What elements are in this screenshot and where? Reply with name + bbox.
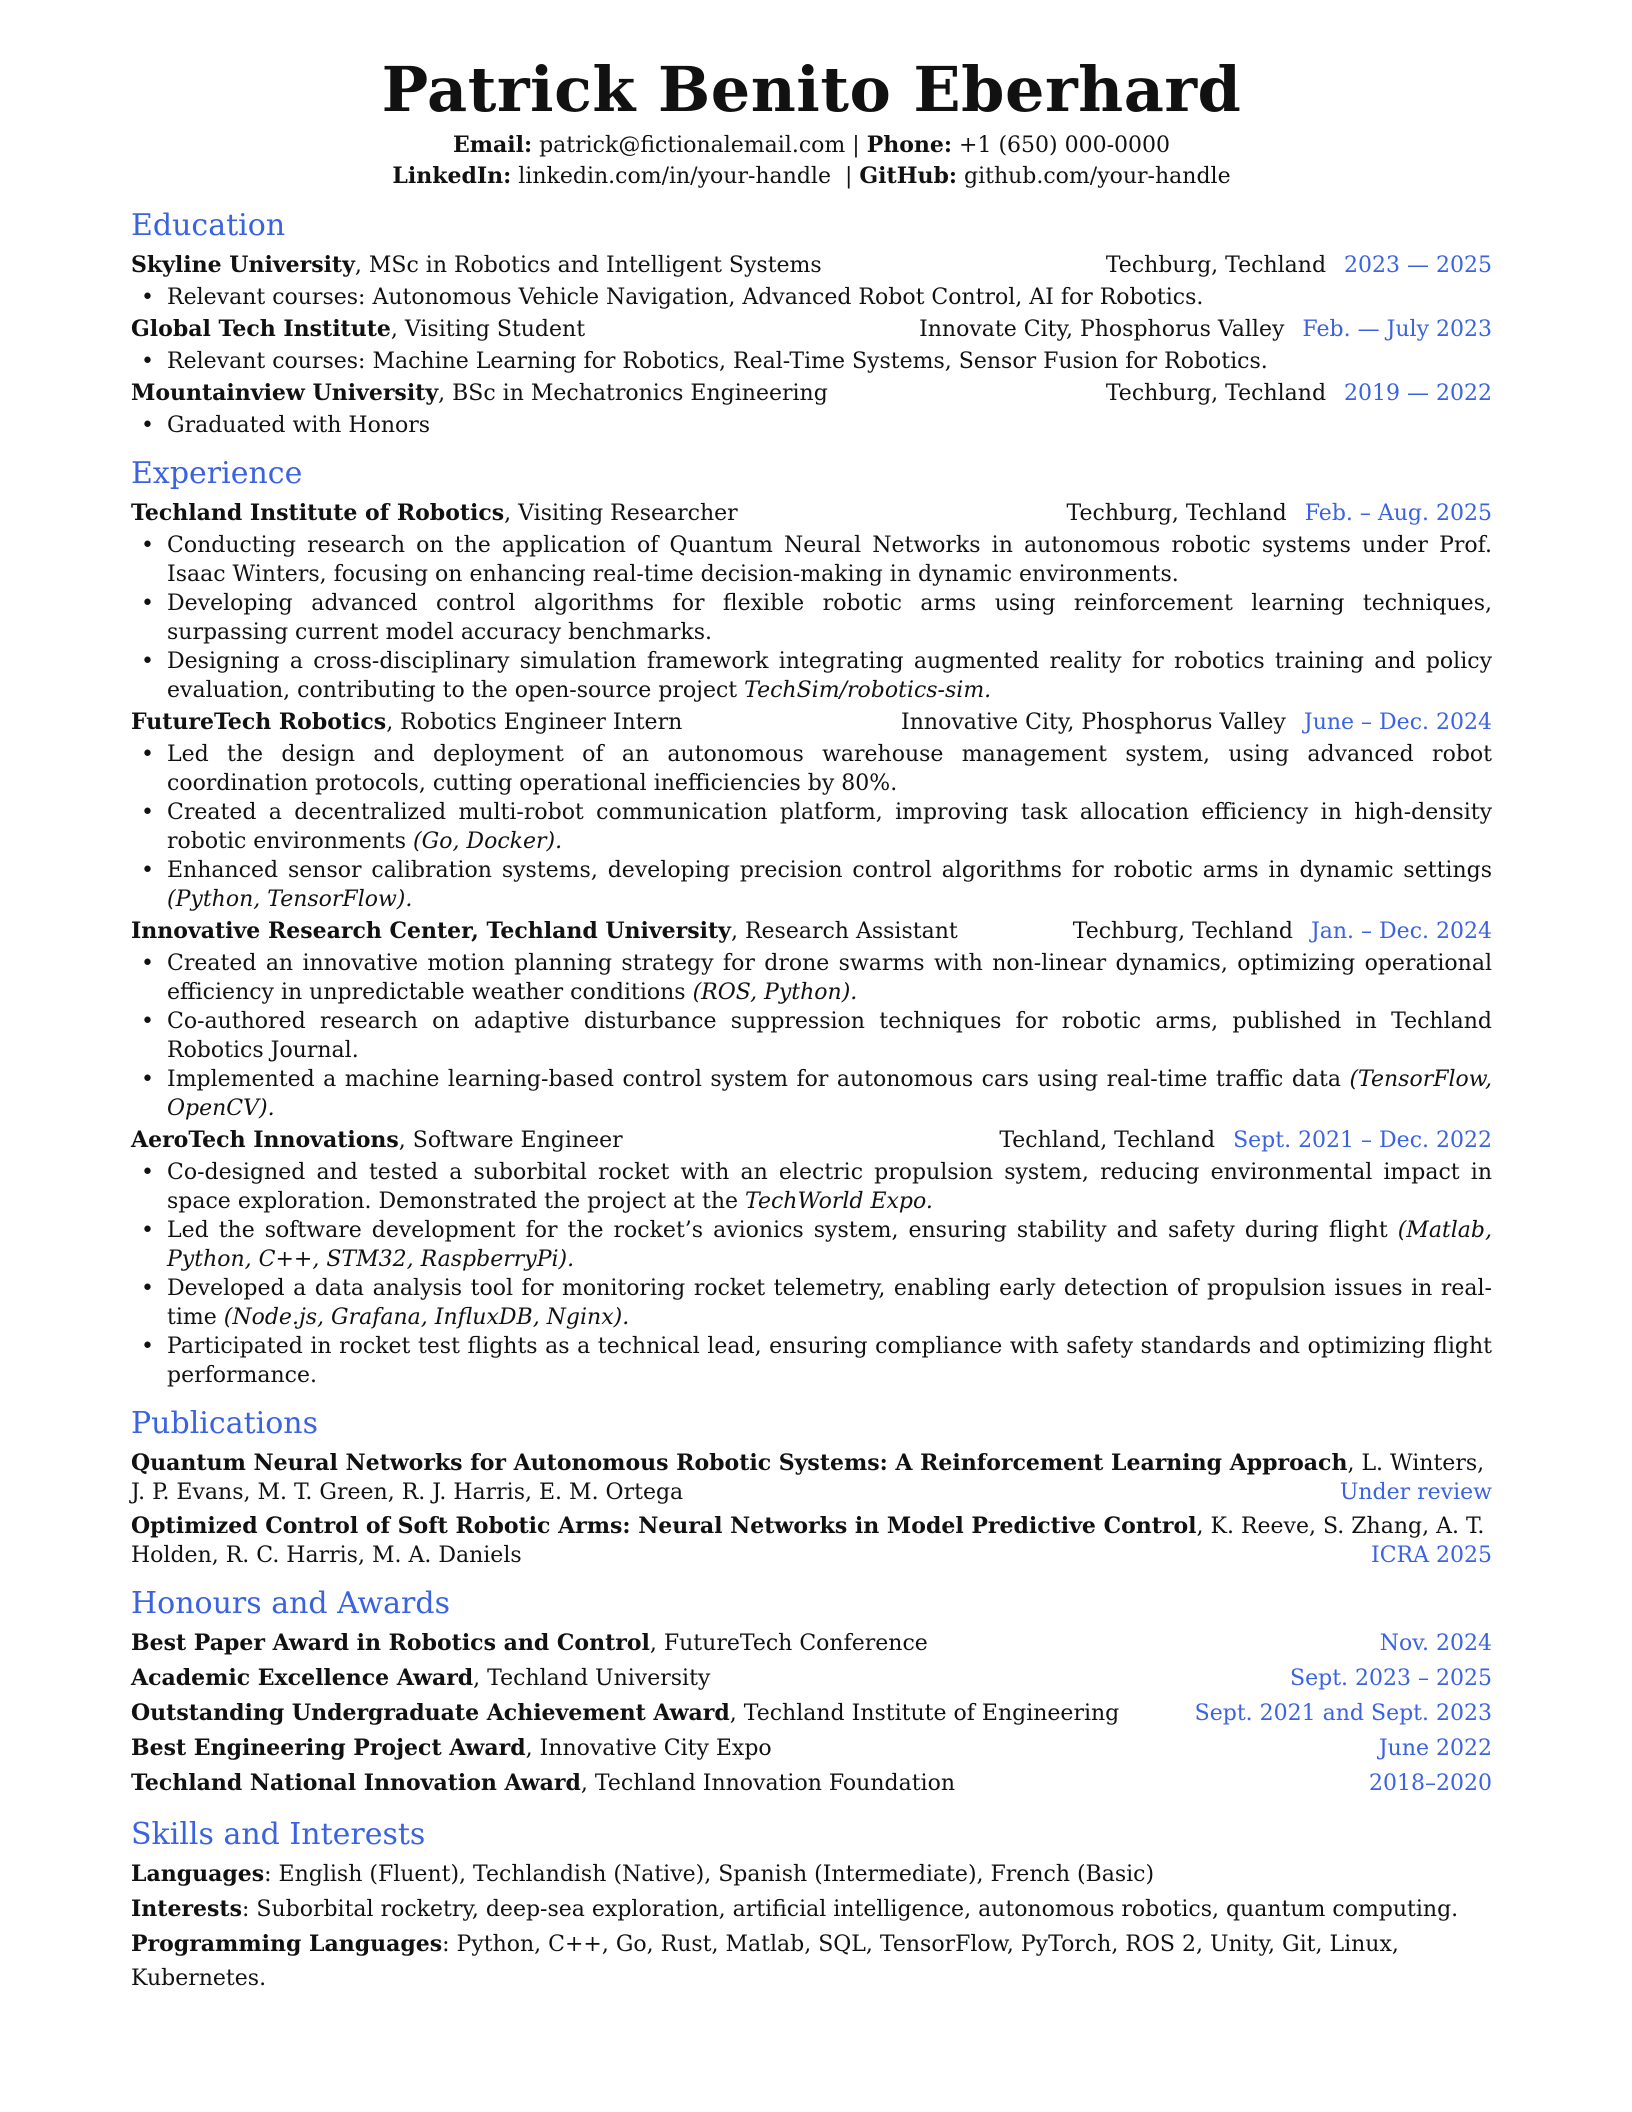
- entry-org: AeroTech Innovations: [131, 1127, 399, 1153]
- award-title: Outstanding Undergraduate Achievement Award: [131, 1700, 730, 1726]
- list-item: • Participated in rocket test flights as a technical lead, ensuring compliance with safety standards and optimizing flight performance.: [167, 1332, 1492, 1390]
- entry-location: Innovate City, Phosphorus Valley: [919, 317, 1285, 342]
- entry-role: , MSc in Robotics and Intelligent Systems: [354, 253, 822, 278]
- publication-authors: J. P. Evans, M. T. Green, R. J. Harris, E. M. Ortega: [131, 1480, 684, 1505]
- entry-role: , Software Engineer: [398, 1128, 623, 1153]
- entry-org: Global Tech Institute: [131, 316, 391, 342]
- education-entry: [131, 376, 1492, 440]
- list-item: • Relevant courses: Autonomous Vehicle Navigation, Advanced Robot Control, AI for Robotics.: [167, 283, 1492, 312]
- award-org: , Innovative City Expo: [525, 1736, 772, 1761]
- section-title-experience: Experience: [131, 456, 303, 491]
- experience-list: [131, 496, 1492, 1390]
- entry-org: FutureTech Robotics: [131, 709, 387, 735]
- github-link[interactable]: github.com/your-handle: [963, 164, 1231, 189]
- award-org: , FutureTech Conference: [649, 1631, 928, 1656]
- education-entry: [131, 312, 1492, 376]
- award-entry: [131, 1731, 1492, 1766]
- entry-date: Feb. — July 2023: [1302, 317, 1492, 342]
- contact-line-2: [131, 161, 1492, 192]
- publication-authors: , L. Winters,: [1347, 1451, 1485, 1476]
- entry-org: Mountainview University: [131, 380, 439, 406]
- publication-authors: , K. Reeve, S. Zhang, A. T.: [1196, 1514, 1485, 1539]
- list-item: • Co-authored research on adaptive disturbance suppression techniques for robotic arms, published in Techland Robotics Journal.: [167, 1007, 1492, 1065]
- skill-label: Programming Languages: [131, 1931, 443, 1957]
- entry-date: Jan. – Dec. 2024: [1310, 919, 1492, 944]
- award-org: , Techland University: [473, 1666, 711, 1691]
- award-title: Best Engineering Project Award: [131, 1735, 526, 1761]
- skill-entry: [131, 1857, 1492, 1892]
- award-title: Techland National Innovation Award: [131, 1770, 581, 1796]
- separator: |: [837, 164, 853, 189]
- award-org: , Techland Institute of Engineering: [729, 1701, 1120, 1726]
- skill-entry: [131, 1892, 1492, 1927]
- section-title-awards: Honours and Awards: [131, 1586, 450, 1621]
- linkedin-label: LinkedIn:: [392, 163, 512, 189]
- contact-line-1: [131, 130, 1492, 161]
- publication-venue: Under review: [1339, 1480, 1492, 1505]
- award-entry: [131, 1626, 1492, 1661]
- phone-value: +1 (650) 000-0000: [959, 133, 1171, 158]
- entry-org: Techland Institute of Robotics: [131, 500, 505, 526]
- skill-label: Languages: [131, 1861, 265, 1887]
- entry-date: 2019 — 2022: [1344, 381, 1492, 406]
- entry-location: Techburg, Techland: [1066, 501, 1287, 526]
- education-list: [131, 248, 1492, 440]
- education-entry: [131, 248, 1492, 312]
- separator: |: [852, 133, 860, 158]
- publication-entry: [131, 1449, 1492, 1507]
- entry-location: Techland, Techland: [999, 1128, 1216, 1153]
- publication-venue: ICRA 2025: [1371, 1543, 1492, 1568]
- entry-role: , Research Assistant: [730, 919, 958, 944]
- resume-page: [131, 50, 1492, 1996]
- entry-org: Innovative Research Center, Techland University: [131, 918, 731, 944]
- award-title: Academic Excellence Award: [131, 1665, 474, 1691]
- award-date: 2018–2020: [1369, 1771, 1492, 1796]
- list-item: • Created an innovative motion planning strategy for drone swarms with non-linear dynamics, optimizing operational efficiency in unpredictable weather conditions (ROS, Python).: [167, 949, 1492, 1007]
- publication-entry: [131, 1512, 1492, 1570]
- list-item: • Conducting research on the application of Quantum Neural Networks in autonomous robotic systems under Prof. Isaac Winters, focusing on enhancing real-time decision-making in dynamic environments.: [167, 531, 1492, 589]
- award-entry: [131, 1696, 1492, 1731]
- list-item: • Led the design and deployment of an autonomous warehouse management system, using advanced robot coordination protocols, cutting operational inefficiencies by 80%.: [167, 740, 1492, 798]
- linkedin-link[interactable]: linkedin.com/in/your-handle: [518, 164, 831, 189]
- publication-authors: Holden, R. C. Harris, M. A. Daniels: [131, 1543, 522, 1568]
- entry-location: Techburg, Techland: [1072, 919, 1293, 944]
- list-item: • Led the software development for the rocket’s avionics system, ensuring stability and safety during flight (Matlab, Python, C++, STM32, RaspberryPi).: [167, 1216, 1492, 1274]
- publication-title: Quantum Neural Networks for Autonomous Robotic Systems: A Reinforcement Learning Approach: [131, 1450, 1348, 1476]
- entry-role: , Visiting Researcher: [504, 501, 738, 526]
- list-item: • Created a decentralized multi-robot communication platform, improving task allocation efficiency in high-density robotic environments (Go, Docker).: [167, 798, 1492, 856]
- publication-title: Optimized Control of Soft Robotic Arms: Neural Networks in Model Predictive Control: [131, 1513, 1197, 1539]
- publication-list: [131, 1449, 1492, 1570]
- experience-entry: [131, 1123, 1492, 1390]
- section-title-education: Education: [131, 208, 286, 243]
- entry-date: Sept. 2021 – Dec. 2022: [1233, 1128, 1492, 1153]
- entry-date: 2023 — 2025: [1344, 253, 1492, 278]
- skill-value: : English (Fluent), Techlandish (Native), Spanish (Intermediate), French (Basic): [264, 1862, 1155, 1887]
- phone-label: Phone:: [866, 132, 953, 158]
- list-item: • Co-designed and tested a suborbital rocket with an electric propulsion system, reducing environmental impact in space exploration. Demonstrated the project at the TechWorld Expo.: [167, 1158, 1492, 1216]
- award-title: Best Paper Award in Robotics and Control: [131, 1630, 650, 1656]
- entry-location: Innovative City, Phosphorus Valley: [901, 710, 1286, 735]
- entry-date: Feb. – Aug. 2025: [1304, 501, 1492, 526]
- skill-value: : Python, C++, Go, Rust, Matlab, SQL, TensorFlow, PyTorch, ROS 2, Unity, Git, Linux, Kubernetes.: [131, 1932, 1399, 1991]
- email-link[interactable]: patrick@fictionalemail.com: [539, 133, 846, 158]
- entry-date: June – Dec. 2024: [1303, 710, 1492, 735]
- list-item: • Graduated with Honors: [167, 411, 1492, 440]
- skill-list: [131, 1857, 1492, 1996]
- award-entry: [131, 1766, 1492, 1801]
- email-label: Email:: [452, 132, 533, 158]
- award-date: June 2022: [1378, 1736, 1492, 1761]
- list-item: • Implemented a machine learning-based control system for autonomous cars using real-time traffic data (TensorFlow, OpenCV).: [167, 1065, 1492, 1123]
- award-list: [131, 1626, 1492, 1801]
- entry-org: Skyline University: [131, 252, 355, 278]
- experience-entry: [131, 705, 1492, 914]
- entry-location: Techburg, Techland: [1105, 253, 1327, 278]
- skill-entry: [131, 1927, 1492, 1996]
- list-item: • Enhanced sensor calibration systems, developing precision control algorithms for robotic arms in dynamic settings (Python, TensorFlow).: [167, 856, 1492, 914]
- list-item: • Relevant courses: Machine Learning for Robotics, Real-Time Systems, Sensor Fusion for Robotics.: [167, 347, 1492, 376]
- section-title-skills: Skills and Interests: [131, 1817, 426, 1852]
- entry-role: , Visiting Student: [390, 317, 586, 342]
- skill-label: Interests: [131, 1896, 242, 1922]
- section-title-publications: Publications: [131, 1406, 319, 1441]
- award-date: Nov. 2024: [1379, 1631, 1492, 1656]
- experience-entry: [131, 496, 1492, 705]
- list-item: • Developed a data analysis tool for monitoring rocket telemetry, enabling early detection of propulsion issues in real-time (Node.js, Grafana, InfluxDB, Nginx).: [167, 1274, 1492, 1332]
- award-date: Sept. 2021 and Sept. 2023: [1194, 1701, 1492, 1726]
- github-label: GitHub:: [859, 163, 957, 189]
- candidate-name: Patrick Benito Eberhard: [381, 53, 1242, 126]
- award-date: Sept. 2023 – 2025: [1290, 1666, 1492, 1691]
- award-entry: [131, 1661, 1492, 1696]
- list-item: • Designing a cross-disciplinary simulation framework integrating augmented reality for robotics training and policy evaluation, contributing to the open-source project TechSim/robotics-sim.: [167, 647, 1492, 705]
- entry-location: Techburg, Techland: [1105, 381, 1327, 406]
- skill-value: : Suborbital rocketry, deep-sea exploration, artificial intelligence, autonomous robotics, quantum computing.: [241, 1897, 1459, 1922]
- entry-role: , BSc in Mechatronics Engineering: [438, 381, 828, 406]
- experience-entry: [131, 914, 1492, 1123]
- list-item: • Developing advanced control algorithms for flexible robotic arms using reinforcement learning techniques, surpassing current model accuracy benchmarks.: [167, 589, 1492, 647]
- award-org: , Techland Innovation Foundation: [580, 1771, 956, 1796]
- entry-role: , Robotics Engineer Intern: [386, 710, 683, 735]
